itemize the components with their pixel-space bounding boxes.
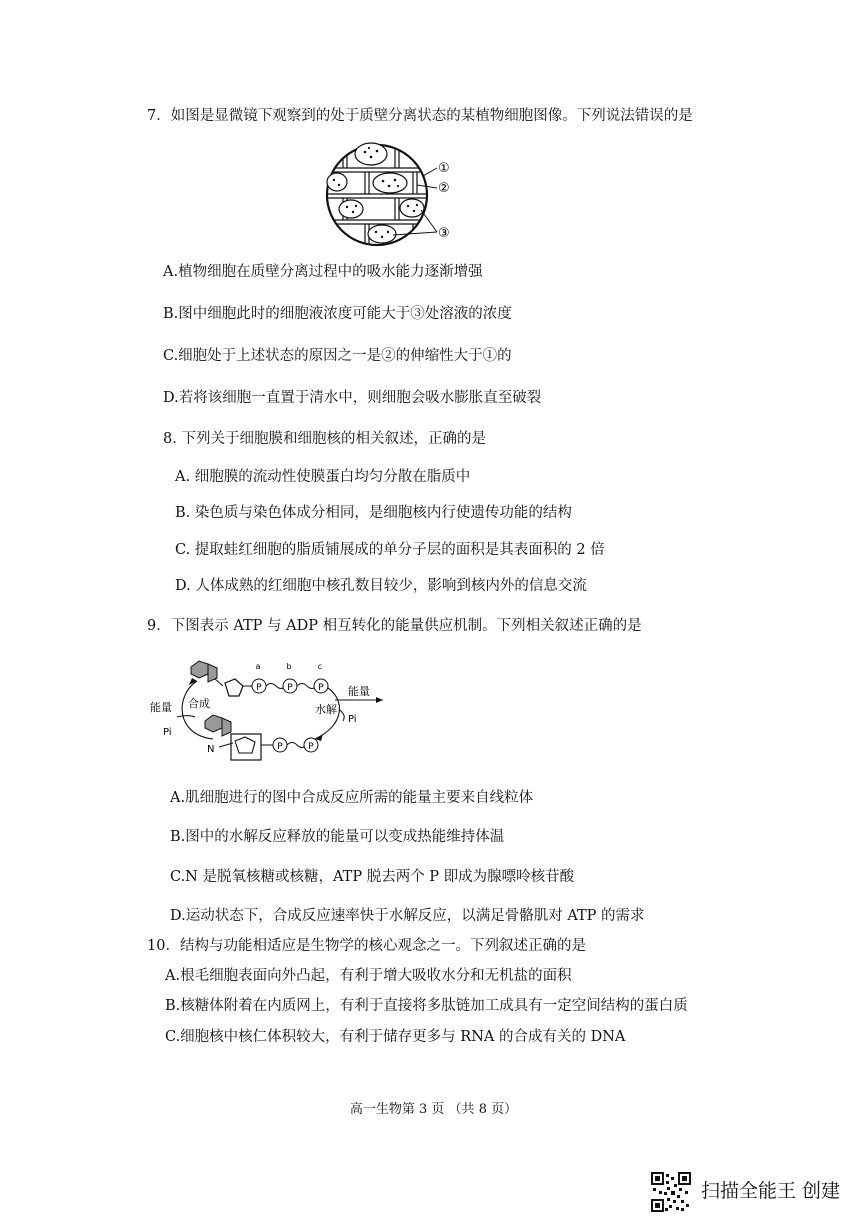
q10-stem: 10．结构与功能相适应是生物学的核心观念之一。下列叙述正确的是 (147, 938, 586, 954)
adp-phosphate-2: P (308, 742, 314, 752)
q9-option-d: D.运动状态下，合成反应速率快于水解反应，以满足骨骼肌对 ATP 的需求 (170, 908, 645, 924)
label-1: ① (438, 161, 450, 176)
qr-code-icon (651, 1172, 691, 1212)
q7-option-a: A.植物细胞在质壁分离过程中的吸水能力逐渐增强 (163, 264, 483, 280)
q7-stem: 7．如图是显微镜下观察到的处于质壁分离状态的某植物细胞图像。下列说法错误的是 (147, 108, 693, 124)
pi-left-label: Pi (163, 727, 172, 738)
q10-option-c: C.细胞核中核仁体积较大，有利于储存更多与 RNA 的合成有关的 DNA (165, 1029, 626, 1045)
adp-phosphate-1: P (277, 742, 283, 752)
atp-phosphate-2: P (287, 683, 293, 693)
q10-option-a: A.根毛细胞表面向外凸起，有利于增大吸收水分和无机盐的面积 (165, 968, 572, 984)
q8-stem: 8. 下列关于细胞膜和细胞核的相关叙述，正确的是 (163, 431, 486, 447)
q7-option-c: C.细胞处于上述状态的原因之一是②的伸缩性大于①的 (163, 348, 512, 364)
page-footer: 高一生物第 3 页 （共 8 页） (349, 1102, 518, 1117)
label-2: ② (438, 181, 450, 196)
energy-left-label: 能量 (150, 701, 172, 714)
q8-option-b: B. 染色质与染色体成分相同，是细胞核内行使遗传功能的结构 (175, 505, 572, 521)
atp-phosphate-3: P (318, 683, 324, 693)
hydrolysis-label: 水解 (315, 703, 337, 716)
pi-right-label: Pi (348, 714, 357, 725)
scanner-watermark (651, 1170, 861, 1214)
label-3: ③ (438, 226, 450, 241)
q8-option-d: D. 人体成熟的红细胞中核孔数目较少，影响到核内外的信息交流 (175, 578, 587, 594)
plasmolysis-cell-figure (325, 140, 465, 252)
synthesis-label: 合成 (188, 697, 210, 710)
atp-adp-diagram (145, 655, 395, 767)
q7-option-d: D.若将该细胞一直置于清水中，则细胞会吸水膨胀直至破裂 (163, 390, 542, 406)
q8-option-a: A. 细胞膜的流动性使膜蛋白均匀分散在脂质中 (175, 469, 471, 485)
label-b: b (286, 662, 292, 671)
atp-phosphate-1: P (256, 683, 262, 693)
q7-option-b: B.图中细胞此时的细胞液浓度可能大于③处溶液的浓度 (163, 306, 512, 322)
label-c: c (317, 662, 323, 671)
q10-option-b: B.核糖体附着在内质网上，有利于直接将多肽链加工成具有一定空间结构的蛋白质 (165, 998, 688, 1014)
n-label: N (207, 744, 215, 755)
q9-stem: 9．下图表示 ATP 与 ADP 相互转化的能量供应机制。下列相关叙述正确的是 (147, 618, 642, 634)
q9-option-c: C.N 是脱氧核糖或核糖，ATP 脱去两个 P 即成为腺嘌呤核苷酸 (170, 869, 575, 885)
energy-right-label: 能量 (348, 685, 370, 698)
q8-option-c: C. 提取蛙红细胞的脂质铺展成的单分子层的面积是其表面积的 2 倍 (175, 542, 605, 558)
q9-option-a: A.肌细胞进行的图中合成反应所需的能量主要来自线粒体 (170, 790, 534, 806)
watermark-text: 扫描全能王 创建 (701, 1180, 841, 1202)
q9-option-b: B.图中的水解反应释放的能量可以变成热能维持体温 (170, 829, 505, 845)
label-a: a (255, 662, 261, 671)
